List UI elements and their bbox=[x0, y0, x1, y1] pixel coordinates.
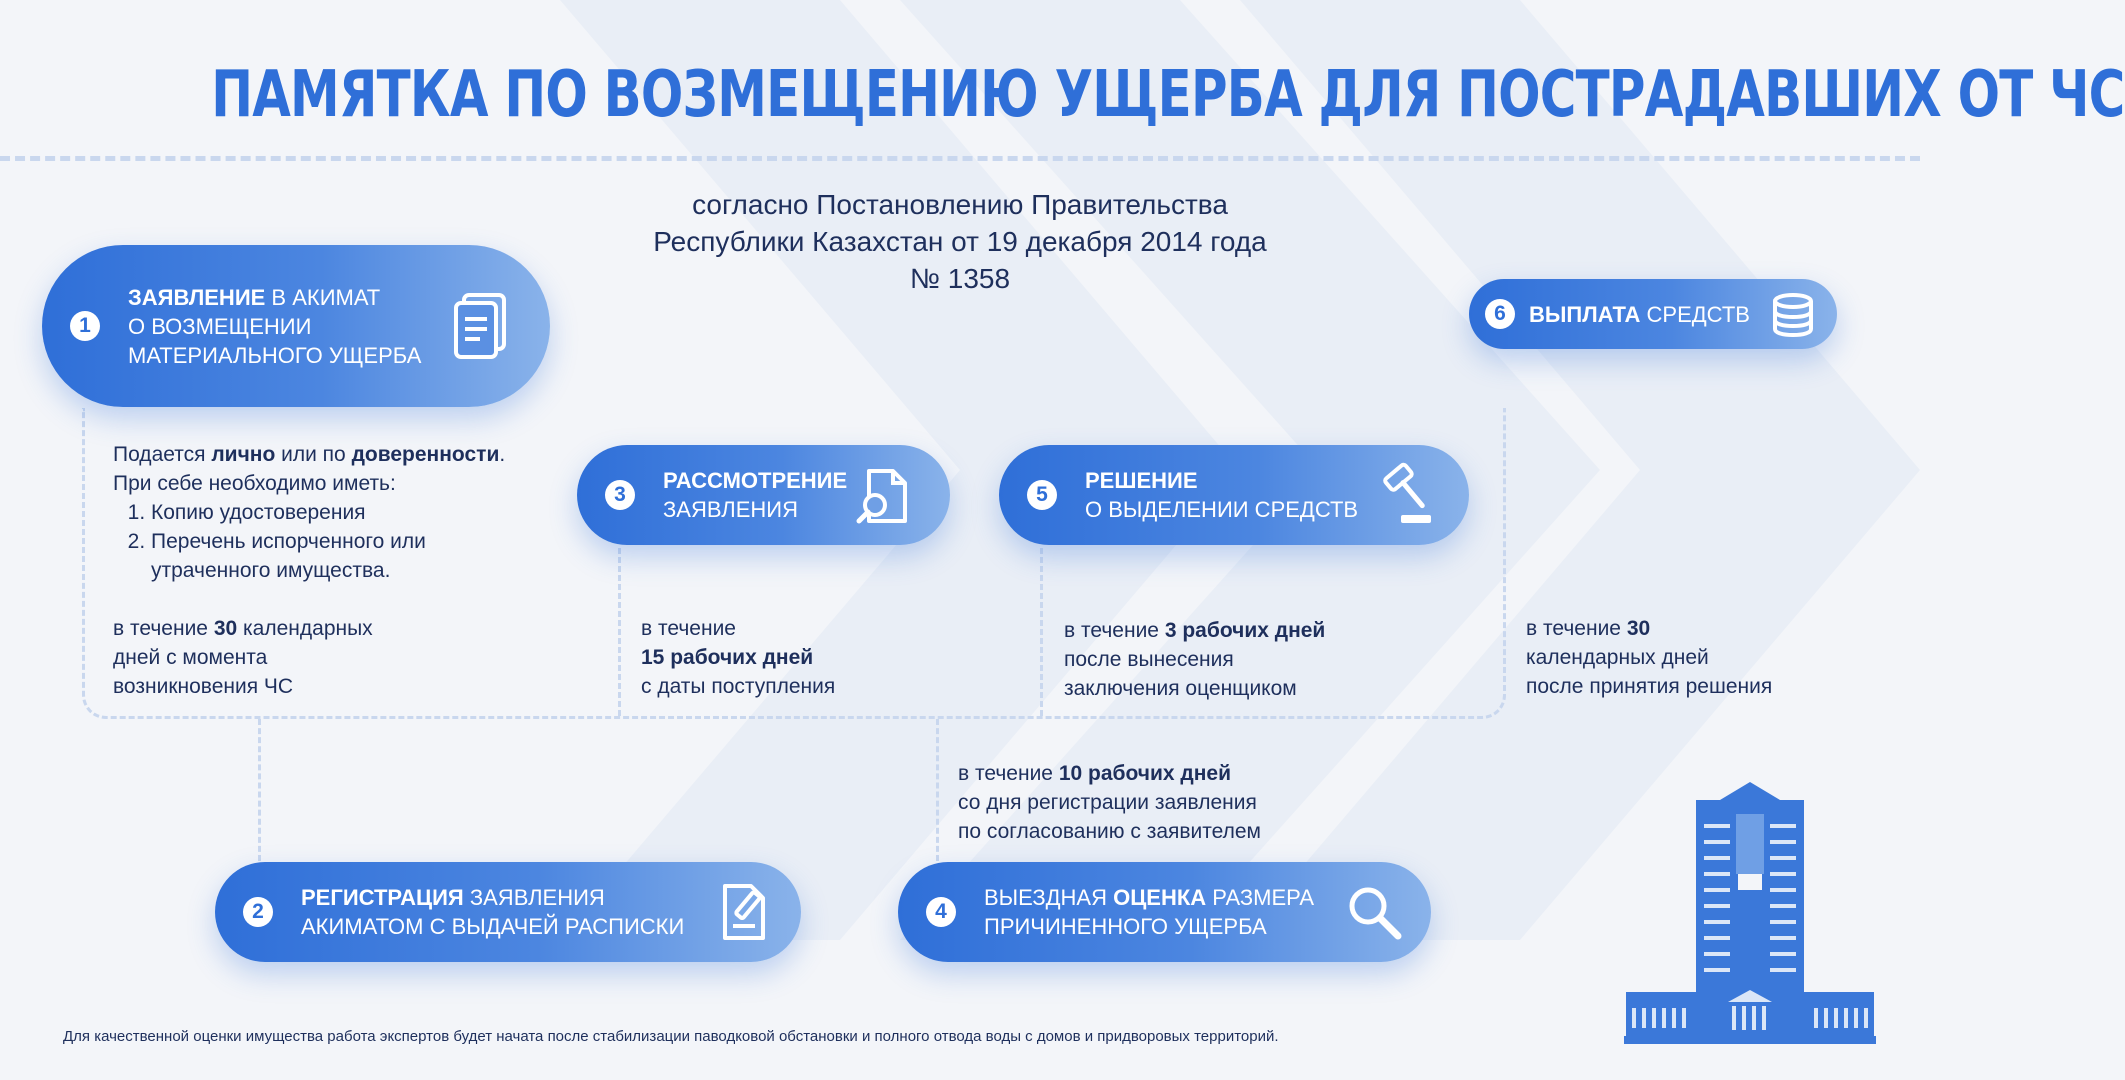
list-item: 2. Перечень испорченного или утраченного имущества. bbox=[151, 527, 491, 585]
step-title-bold: РЕШЕНИЕ bbox=[1085, 468, 1198, 493]
step-6-note bbox=[1526, 614, 1846, 701]
step-title-text: РАЗМЕРА bbox=[1206, 885, 1315, 910]
step-4-card bbox=[898, 862, 1431, 962]
step-title-bold: ОЦЕНКА bbox=[1113, 885, 1207, 910]
connector-line bbox=[936, 719, 939, 861]
note-text: в течение bbox=[1526, 617, 1627, 640]
step-title-text: МАТЕРИАЛЬНОГО УЩЕРБА bbox=[128, 342, 422, 368]
note-bold: 15 рабочих дней bbox=[641, 646, 814, 669]
note-text: возникновения ЧС bbox=[113, 675, 294, 698]
step-number: 1 bbox=[70, 311, 100, 341]
note-bold: 30 bbox=[213, 617, 238, 640]
step-3-note bbox=[641, 614, 901, 701]
note-text: При себе необходимо иметь: bbox=[113, 472, 396, 495]
list-item: 1. Копию удостоверения bbox=[151, 498, 583, 527]
step-number: 3 bbox=[605, 480, 635, 510]
step-number: 5 bbox=[1027, 480, 1057, 510]
title-divider bbox=[0, 156, 1920, 161]
step-title-bold: РАССМОТРЕНИЕ bbox=[663, 468, 848, 493]
connector-line bbox=[618, 548, 621, 716]
signed-document-icon bbox=[715, 882, 775, 944]
step-title bbox=[128, 283, 421, 370]
step-3-card bbox=[577, 445, 950, 545]
note-text: в течение bbox=[1064, 619, 1165, 642]
step-title-text: В АКИМАТ bbox=[265, 284, 381, 310]
step-title-text: ЗАЯВЛЕНИЯ bbox=[663, 497, 798, 522]
subtitle bbox=[560, 186, 1360, 297]
government-building-illustration bbox=[1624, 780, 1876, 1046]
step-4-note bbox=[958, 759, 1358, 846]
step-1-note bbox=[113, 440, 583, 701]
step-title-bold: ЗАЯВЛЕНИЕ bbox=[128, 284, 266, 310]
note-text: после принятия решения bbox=[1526, 675, 1773, 698]
connector-line bbox=[1040, 548, 1043, 716]
note-text: в течение bbox=[958, 762, 1059, 785]
note-text: . bbox=[499, 443, 506, 466]
step-title-text: О ВОЗМЕЩЕНИИ bbox=[128, 313, 312, 339]
step-6-card bbox=[1469, 279, 1837, 349]
note-bold: лично bbox=[211, 443, 276, 466]
note-bold: 30 bbox=[1626, 617, 1651, 640]
step-title-bold: ВЫПЛАТА bbox=[1529, 301, 1641, 327]
note-text: Подается bbox=[113, 443, 212, 466]
step-title-text: О ВЫДЕЛЕНИИ СРЕДСТВ bbox=[1085, 497, 1359, 522]
step-title bbox=[984, 883, 1314, 941]
step-title bbox=[663, 466, 847, 524]
step-title-bold: РЕГИСТРАЦИЯ bbox=[301, 885, 464, 910]
step-title bbox=[1085, 466, 1358, 524]
gavel-icon bbox=[1371, 461, 1437, 527]
step-title-text: АКИМАТОМ С ВЫДАЧЕЙ РАСПИСКИ bbox=[301, 914, 685, 939]
note-text: в течение bbox=[113, 617, 214, 640]
note-text: дней с момента bbox=[113, 646, 268, 669]
step-title-text: ЗАЯВЛЕНИЯ bbox=[463, 885, 605, 910]
page-title: ПАМЯТКА ПО ВОЗМЕЩЕНИЮ УЩЕРБА ДЛЯ ПОСТРАДАВШИХ ОТ ЧС bbox=[211, 58, 2125, 132]
step-1-card bbox=[42, 245, 550, 407]
step-title bbox=[1529, 300, 1750, 329]
step-number: 2 bbox=[243, 897, 273, 927]
step-title-text: ПРИЧИНЕННОГО УЩЕРБА bbox=[984, 914, 1267, 939]
magnifier-icon bbox=[1346, 884, 1404, 942]
note-bold: доверенности bbox=[351, 443, 500, 466]
step-5-card bbox=[999, 445, 1469, 545]
note-text: с даты поступления bbox=[641, 675, 836, 698]
note-bold: 10 рабочих дней bbox=[1058, 762, 1232, 785]
document-search-icon bbox=[855, 467, 915, 527]
subtitle-line: Республики Казахстан от 19 декабря 2014 года bbox=[653, 226, 1267, 257]
footer-note: Для качественной оценки имущества работа экспертов будет начата после стабилизации паводковой обстановки и полного отвода воды с домов и придворовых территорий. bbox=[63, 1028, 1279, 1045]
document-icon bbox=[452, 293, 510, 359]
subtitle-line: согласно Постановлению Правительства bbox=[692, 189, 1228, 220]
step-5-note bbox=[1064, 616, 1384, 703]
step-title bbox=[301, 883, 684, 941]
coins-icon bbox=[1769, 291, 1817, 339]
step-title-text: СРЕДСТВ bbox=[1640, 301, 1750, 327]
step-2-card bbox=[215, 862, 801, 962]
note-text: после вынесения bbox=[1064, 648, 1234, 671]
connector-line bbox=[258, 719, 261, 861]
note-text: или по bbox=[275, 443, 352, 466]
note-text: со дня регистрации заявления bbox=[958, 791, 1257, 814]
note-text: по согласованию с заявителем bbox=[958, 820, 1261, 843]
step-number: 4 bbox=[926, 897, 956, 927]
note-text: календарных дней bbox=[1526, 646, 1709, 669]
subtitle-line: № 1358 bbox=[909, 263, 1011, 294]
step-number: 6 bbox=[1485, 299, 1515, 329]
step-title-text: ВЫЕЗДНАЯ bbox=[984, 885, 1114, 910]
required-documents-list bbox=[113, 498, 583, 585]
note-text: заключения оценщиком bbox=[1064, 677, 1297, 700]
note-bold: 3 рабочих дней bbox=[1164, 619, 1326, 642]
note-text: календарных bbox=[237, 617, 373, 640]
note-text: в течение bbox=[641, 617, 736, 640]
